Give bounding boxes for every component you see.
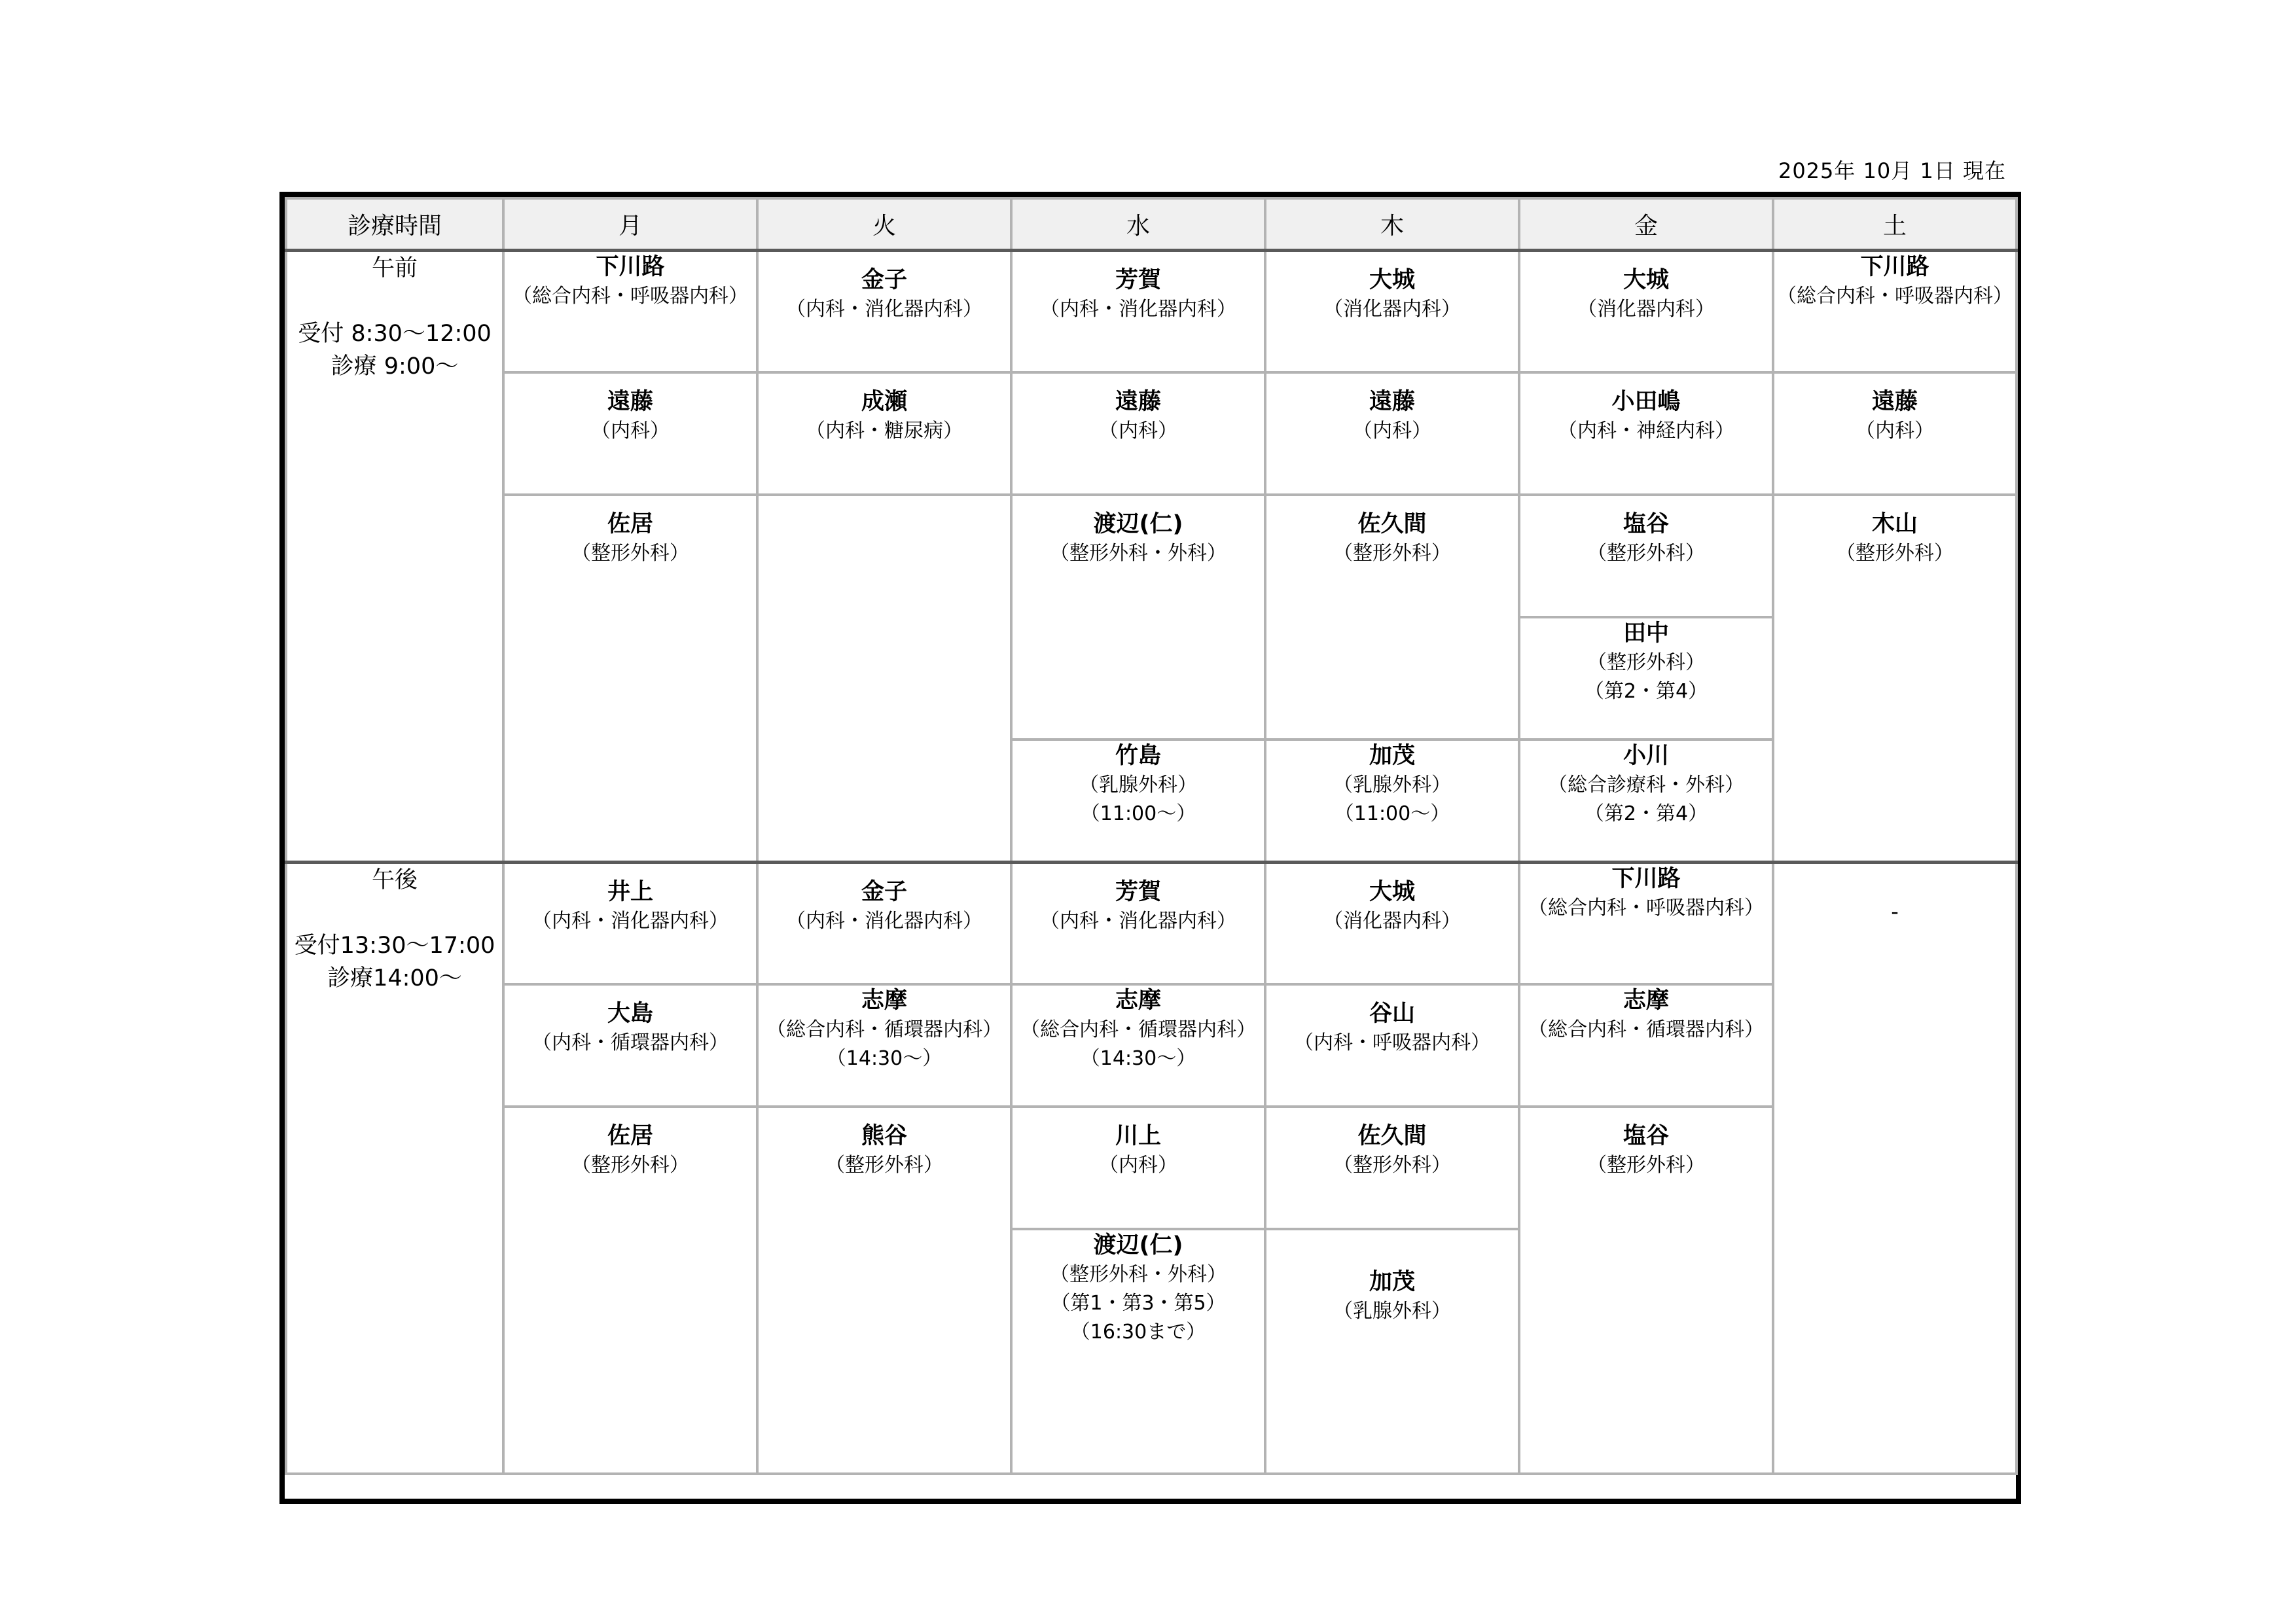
doctor-name: 志摩 [861,988,907,1014]
department: （総合内科・呼吸器内科） [1528,896,1764,919]
header-mon: 月 [503,198,757,250]
department: （整形外科） [1333,542,1451,565]
doctor-name: 佐久間 [1357,1123,1427,1149]
department: （内科・消化器内科） [1040,297,1236,321]
am-tue-slot-1 [757,250,1011,372]
department: （内科） [1856,419,1934,442]
closed-dash: - [1891,899,1899,924]
pm-reception-hours: 受付13:30〜17:00 [294,932,495,959]
department: （内科） [591,419,670,442]
am-mon-slot-1 [503,250,757,372]
doctor-name: 渡辺(仁) [1093,1232,1183,1258]
doctor-name: 小田嶋 [1611,389,1681,415]
department: （内科） [1099,419,1177,442]
consultation-schedule-table [285,197,2018,1475]
pm-thu-slot-2 [1265,984,1519,1107]
doctor-name: 遠藤 [607,389,653,415]
department: （内科・呼吸器内科） [1294,1031,1490,1054]
pm-mon-slot-1 [503,862,757,984]
am-fri-slot-1 [1519,250,1773,372]
department: （内科・消化器内科） [532,909,728,933]
pm-row-2 [286,984,2017,1107]
doctor-name: 佐居 [607,511,653,537]
am-fri-slot-3 [1519,495,1773,617]
am-sat-slot-1 [1773,250,2017,372]
doctor-name: 遠藤 [1369,389,1415,415]
week-note: （第1・第3・第5） [1050,1292,1226,1315]
doctor-name: 川上 [1115,1123,1161,1149]
header-tue: 火 [757,198,1011,250]
doctor-name: 金子 [861,878,907,905]
am-fri-slot-4 [1519,617,1773,740]
department: （内科・循環器内科） [532,1031,728,1054]
doctor-name: 下川路 [1611,865,1681,892]
doctor-name: 小川 [1623,743,1669,769]
pm-thu-slot-1 [1265,862,1519,984]
pm-mon-slot-3 [503,1107,757,1474]
am-consult-start: 診療 9:00〜 [331,353,459,380]
header-consult-time: 診療時間 [286,198,503,250]
pm-mon-slot-2 [503,984,757,1107]
department: （整形外科） [1587,1154,1705,1177]
am-thu-slot-2 [1265,372,1519,495]
doctor-name: 芳賀 [1115,266,1161,293]
am-reception-hours: 受付 8:30〜12:00 [298,320,492,347]
am-row-3 [286,495,2017,617]
department: （整形外科・外科） [1050,1263,1227,1286]
am-row-2 [286,372,2017,495]
am-wed-slot-3 [1011,495,1265,740]
am-wed-slot-1 [1011,250,1265,372]
pm-fri-slot-2 [1519,984,1773,1107]
doctor-name: 渡辺(仁) [1093,511,1183,537]
pm-row-3 [286,1107,2017,1229]
department: （総合内科・呼吸器内科） [1777,284,2013,308]
doctor-name: 志摩 [1623,988,1669,1014]
time-note: （16:30まで） [1070,1321,1206,1344]
am-row-1 [286,250,2017,372]
department: （総合内科・循環器内科）（14:30～） [766,1018,1002,1070]
department: （内科） [1099,1154,1177,1177]
week-note: （第2・第4） [1584,802,1708,825]
department: （整形外科） [571,1154,689,1177]
department: （整形外科） [1587,651,1705,674]
pm-tue-slot-1 [757,862,1011,984]
am-time-cell [286,250,503,862]
doctor-name: 竹島 [1115,743,1161,769]
time-note: （11:00～） [1334,802,1450,825]
pm-fri-slot-3 [1519,1107,1773,1474]
doctor-name: 谷山 [1369,1001,1415,1027]
department: （総合内科・呼吸器内科） [512,284,748,308]
department: （整形外科） [571,542,689,565]
department: （総合内科・循環器内科）（14:30～） [1020,1018,1256,1070]
pm-thu-slot-3 [1265,1107,1519,1229]
doctor-name: 佐居 [607,1123,653,1149]
doctor-name: 下川路 [596,253,665,280]
doctor-name: 金子 [861,266,907,293]
pm-fri-slot-1 [1519,862,1773,984]
pm-label: 午後 [371,866,418,893]
doctor-name: 大城 [1369,266,1415,293]
doctor-name: 遠藤 [1871,389,1918,415]
department: （整形外科） [1333,1154,1451,1177]
header-sat: 土 [1773,198,2017,250]
doctor-name: 志摩 [1115,988,1161,1014]
doctor-name: 加茂 [1369,1269,1415,1295]
am-fri-slot-5 [1519,740,1773,862]
department: （総合内科・循環器内科） [1528,1018,1764,1041]
am-sat-slot-3 [1773,495,2017,862]
department: （乳腺外科） [1333,774,1451,796]
pm-wed-slot-1 [1011,862,1265,984]
pm-tue-slot-2 [757,984,1011,1107]
doctor-name: 成瀬 [861,389,907,415]
am-thu-slot-1 [1265,250,1519,372]
department: （整形外科・外科） [1050,542,1227,565]
am-fri-slot-2 [1519,372,1773,495]
header-fri: 金 [1519,198,1773,250]
doctor-name: 下川路 [1860,253,1929,280]
department: （乳腺外科） [1079,774,1197,796]
department: （整形外科） [825,1154,943,1177]
pm-wed-slot-3 [1011,1107,1265,1229]
department: （内科・消化器内科） [786,297,982,321]
pm-consult-start: 診療14:00〜 [327,965,462,991]
department: （内科・神経内科） [1558,419,1734,442]
department: （内科・糖尿病） [806,419,963,442]
pm-row-1 [286,862,2017,984]
as-of-date: 2025年 10月 1日 現在 [1778,158,2006,183]
department: （整形外科） [1836,542,1954,565]
pm-time-cell [286,862,503,1474]
doctor-name: 加茂 [1369,743,1415,769]
am-tue-slot-3-empty [757,495,1011,862]
doctor-name: 佐久間 [1357,511,1427,537]
header-row [286,198,2017,250]
department: （消化器内科） [1323,909,1461,933]
doctor-name: 大島 [607,1001,653,1027]
header-thu: 木 [1265,198,1519,250]
am-mon-slot-3 [503,495,757,862]
department: （内科・消化器内科） [1040,909,1236,933]
doctor-name: 田中 [1623,620,1669,647]
doctor-name: 遠藤 [1115,389,1161,415]
pm-wed-slot-4 [1011,1229,1265,1474]
pm-thu-slot-4 [1265,1229,1519,1474]
department: （乳腺外科） [1333,1300,1451,1323]
department: （整形外科） [1587,542,1705,565]
time-note: （11:00～） [1080,802,1196,825]
department: （総合診療科・外科） [1548,774,1744,796]
doctor-name: 木山 [1871,511,1918,537]
doctor-name: 塩谷 [1623,1123,1669,1149]
am-mon-slot-2 [503,372,757,495]
am-tue-slot-2 [757,372,1011,495]
am-label: 午前 [371,255,418,281]
am-wed-slot-4 [1011,740,1265,862]
doctor-name: 大城 [1369,878,1415,905]
department: （消化器内科） [1577,297,1715,321]
am-sat-slot-2 [1773,372,2017,495]
doctor-name: 塩谷 [1623,511,1669,537]
department: （消化器内科） [1323,297,1461,321]
doctor-name: 芳賀 [1115,878,1161,905]
header-wed: 水 [1011,198,1265,250]
department: （内科） [1353,419,1431,442]
am-wed-slot-2 [1011,372,1265,495]
week-note: （第2・第4） [1584,680,1708,703]
doctor-name: 大城 [1623,266,1669,293]
am-thu-slot-4 [1265,740,1519,862]
pm-tue-slot-3 [757,1107,1011,1474]
doctor-name: 熊谷 [861,1123,907,1149]
pm-wed-slot-2 [1011,984,1265,1107]
am-thu-slot-3 [1265,495,1519,740]
department: （内科・消化器内科） [786,909,982,933]
pm-sat-closed [1773,862,2017,1474]
doctor-name: 井上 [607,878,653,905]
